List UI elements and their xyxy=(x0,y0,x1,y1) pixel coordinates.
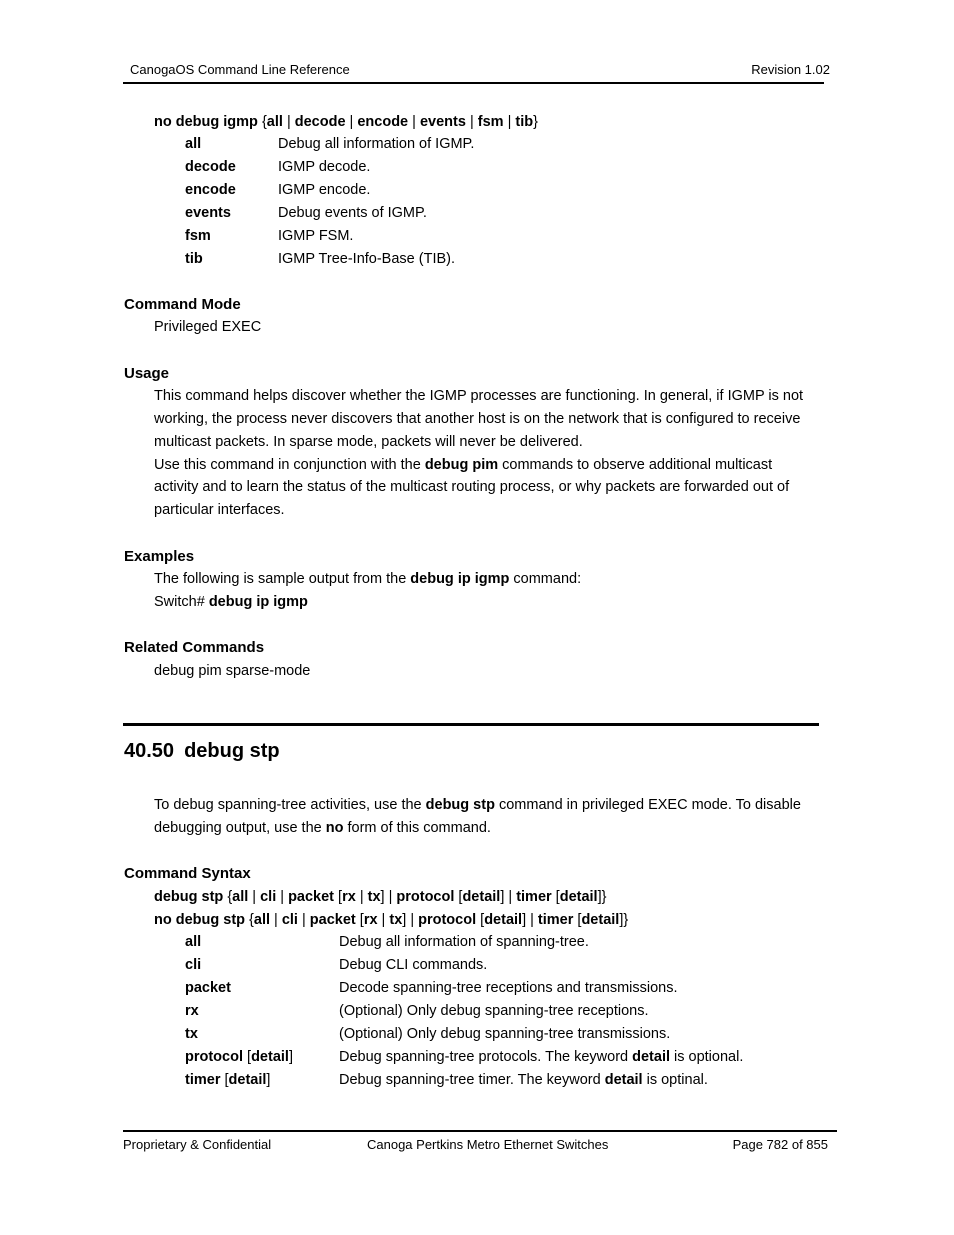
header-title: CanogaOS Command Line Reference xyxy=(130,62,350,77)
footer-rule xyxy=(123,1130,837,1132)
intro-text: command in privileged EXEC mode. To disable xyxy=(494,797,801,813)
syntax-keyword: packet xyxy=(288,889,335,905)
syntax-keyword: tx xyxy=(367,889,381,905)
examples-command: debug ip igmp xyxy=(208,594,308,610)
section-rule xyxy=(123,723,819,726)
option-desc-protocol xyxy=(339,1048,743,1066)
usage-line: This command helps discover whether the IGMP processes are functioning. In general, if IGMP is not xyxy=(154,388,804,404)
option-desc: (Optional) Only debug spanning-tree receptions. xyxy=(339,1003,649,1019)
syntax-brace: { xyxy=(261,114,267,130)
section-intro-line xyxy=(154,796,801,814)
section-title xyxy=(124,739,280,763)
option-desc-keyword: detail xyxy=(604,1072,643,1088)
related-heading: Related Commands xyxy=(124,639,265,656)
syntax-keyword: cli xyxy=(281,912,298,928)
usage-line: working, the process never discovers that another host is on the network that is configured to receive xyxy=(154,411,801,427)
stp-no-syntax xyxy=(154,911,628,929)
usage-text: commands to observe additional multicast xyxy=(498,457,773,473)
section-name: debug stp xyxy=(184,740,280,762)
examples-line xyxy=(154,570,581,588)
syntax-keyword: protocol xyxy=(418,912,477,928)
intro-text: debugging output, use the xyxy=(154,820,326,836)
option-desc-timer xyxy=(339,1071,708,1089)
option-desc: Debug events of IGMP. xyxy=(278,205,427,221)
syntax-brace: } xyxy=(533,114,538,130)
header-revision: Revision 1.02 xyxy=(751,62,830,77)
syntax-separator: | xyxy=(297,912,310,928)
usage-line: particular interfaces. xyxy=(154,502,285,518)
option-name: rx xyxy=(185,1003,199,1019)
syntax-command: debug stp xyxy=(154,889,224,905)
option-desc: IGMP encode. xyxy=(278,182,371,198)
option-desc: Debug all information of spanning-tree. xyxy=(339,934,589,950)
syntax-separator: | xyxy=(412,114,416,130)
syntax-separator: | xyxy=(286,114,291,130)
option-name: events xyxy=(185,205,231,221)
option-desc-text: Debug spanning-tree timer. The keyword xyxy=(339,1072,605,1088)
syntax-brace: { xyxy=(249,912,254,928)
syntax-keyword: fsm xyxy=(477,114,504,130)
header-rule xyxy=(123,82,824,84)
syntax-bracket: [ xyxy=(551,889,560,905)
option-desc: IGMP Tree-Info-Base (TIB). xyxy=(278,251,456,267)
option-desc-text: is optinal. xyxy=(642,1072,708,1088)
syntax-separator: | xyxy=(469,114,474,130)
syntax-keyword: encode xyxy=(357,114,409,130)
option-name-protocol xyxy=(185,1048,293,1066)
syntax-bracket: ] | xyxy=(380,889,397,905)
section-number: 40.50 xyxy=(124,740,175,762)
syntax-keyword: decode xyxy=(294,114,346,130)
syntax-keyword: all xyxy=(232,889,249,905)
option-desc: Debug all information of IGMP. xyxy=(278,136,475,152)
usage-command: debug pim xyxy=(424,457,499,473)
syntax-bracket: ]} xyxy=(597,889,607,905)
syntax-keyword: detail xyxy=(484,912,523,928)
syntax-bracket: ]} xyxy=(619,912,629,928)
syntax-bracket: [ xyxy=(355,912,364,928)
syntax-keyword: tx xyxy=(389,912,403,928)
usage-line xyxy=(154,456,772,474)
examples-prompt-line xyxy=(154,593,308,611)
intro-text: form of this command. xyxy=(343,820,491,836)
command-mode-text: Privileged EXEC xyxy=(154,319,262,335)
syntax-keyword: rx xyxy=(363,912,378,928)
syntax-keyword: rx xyxy=(342,889,356,905)
option-desc: Decode spanning-tree receptions and transmissions. xyxy=(339,980,678,996)
usage-heading: Usage xyxy=(124,365,170,382)
syntax-keyword: detail xyxy=(581,912,620,928)
option-name: cli xyxy=(185,957,202,973)
syntax-separator: | xyxy=(276,889,289,905)
syntax-keyword: timer xyxy=(537,912,574,928)
option-keyword: detail xyxy=(251,1049,289,1065)
syntax-bracket: [ xyxy=(334,889,343,905)
syntax-separator: | xyxy=(507,114,512,130)
option-desc: Debug CLI commands. xyxy=(339,957,488,973)
intro-command: debug stp xyxy=(425,797,495,813)
option-name: fsm xyxy=(185,228,211,244)
syntax-separator: | xyxy=(349,114,354,130)
syntax-bracket: ] | xyxy=(500,889,517,905)
option-name: tib xyxy=(185,251,203,267)
option-name: encode xyxy=(185,182,236,198)
examples-command: debug ip igmp xyxy=(410,571,510,587)
syntax-keyword: detail xyxy=(462,889,501,905)
option-bracket: [ xyxy=(220,1072,229,1088)
examples-heading: Examples xyxy=(124,548,195,565)
igmp-syntax xyxy=(154,113,538,131)
option-name: tx xyxy=(185,1026,198,1042)
option-desc-text: Debug spanning-tree protocols. The keyword xyxy=(339,1049,633,1065)
option-name: all xyxy=(185,136,202,152)
option-desc: IGMP FSM. xyxy=(278,228,354,244)
syntax-separator: | xyxy=(248,889,261,905)
footer-confidential: Proprietary & Confidential xyxy=(123,1137,272,1152)
option-name: decode xyxy=(185,159,236,175)
option-keyword: detail xyxy=(228,1072,267,1088)
syntax-bracket: ] | xyxy=(522,912,538,928)
option-desc: IGMP decode. xyxy=(278,159,371,175)
syntax-keyword: tib xyxy=(515,114,534,130)
syntax-bracket: [ xyxy=(476,912,485,928)
option-name: all xyxy=(185,934,202,950)
syntax-keyword: packet xyxy=(309,912,356,928)
option-bracket: [ xyxy=(243,1049,252,1065)
syntax-bracket: [ xyxy=(573,912,582,928)
option-keyword: protocol xyxy=(185,1049,243,1065)
option-bracket: ] xyxy=(266,1072,271,1088)
syntax-keyword: detail xyxy=(559,889,598,905)
syntax-keyword: all xyxy=(253,912,271,928)
syntax-bracket: [ xyxy=(454,889,463,905)
syntax-command: no debug stp xyxy=(154,912,246,928)
syntax-keyword: events xyxy=(419,114,466,130)
intro-text: To debug spanning-tree activities, use the xyxy=(154,797,426,813)
usage-line: activity and to learn the status of the multicast routing process, or why packets are forwarded out of xyxy=(154,479,790,495)
footer-page-number: Page 782 of 855 xyxy=(732,1137,828,1152)
usage-text: Use this command in conjunction with the xyxy=(154,457,425,473)
examples-prompt: Switch# xyxy=(154,594,209,610)
option-name-timer xyxy=(185,1071,270,1089)
stp-syntax xyxy=(154,888,606,906)
syntax-separator: | xyxy=(355,889,368,905)
syntax-command: no debug igmp xyxy=(154,114,258,130)
command-syntax-heading: Command Syntax xyxy=(124,865,251,882)
syntax-bracket: ] | xyxy=(402,912,419,928)
syntax-keyword: all xyxy=(266,114,283,130)
syntax-keyword: cli xyxy=(260,889,277,905)
syntax-keyword: timer xyxy=(516,889,552,905)
command-mode-heading: Command Mode xyxy=(124,296,241,313)
usage-line: multicast packets. In sparse mode, packets will never be delivered. xyxy=(154,434,583,450)
option-name: packet xyxy=(185,980,231,996)
syntax-separator: | xyxy=(377,912,390,928)
syntax-keyword: protocol xyxy=(396,889,455,905)
related-text: debug pim sparse-mode xyxy=(154,663,311,679)
option-keyword: timer xyxy=(185,1072,221,1088)
option-desc: (Optional) Only debug spanning-tree transmissions. xyxy=(339,1026,671,1042)
examples-text: command: xyxy=(509,571,582,587)
syntax-brace: { xyxy=(227,889,233,905)
option-desc-text: is optional. xyxy=(670,1049,744,1065)
option-bracket: ] xyxy=(288,1049,293,1065)
footer-product: Canoga Pertkins Metro Ethernet Switches xyxy=(367,1137,609,1152)
option-desc-keyword: detail xyxy=(632,1049,670,1065)
examples-text: The following is sample output from the xyxy=(154,571,411,587)
section-intro-line xyxy=(154,819,491,837)
syntax-separator: | xyxy=(270,912,282,928)
intro-keyword: no xyxy=(325,820,344,836)
